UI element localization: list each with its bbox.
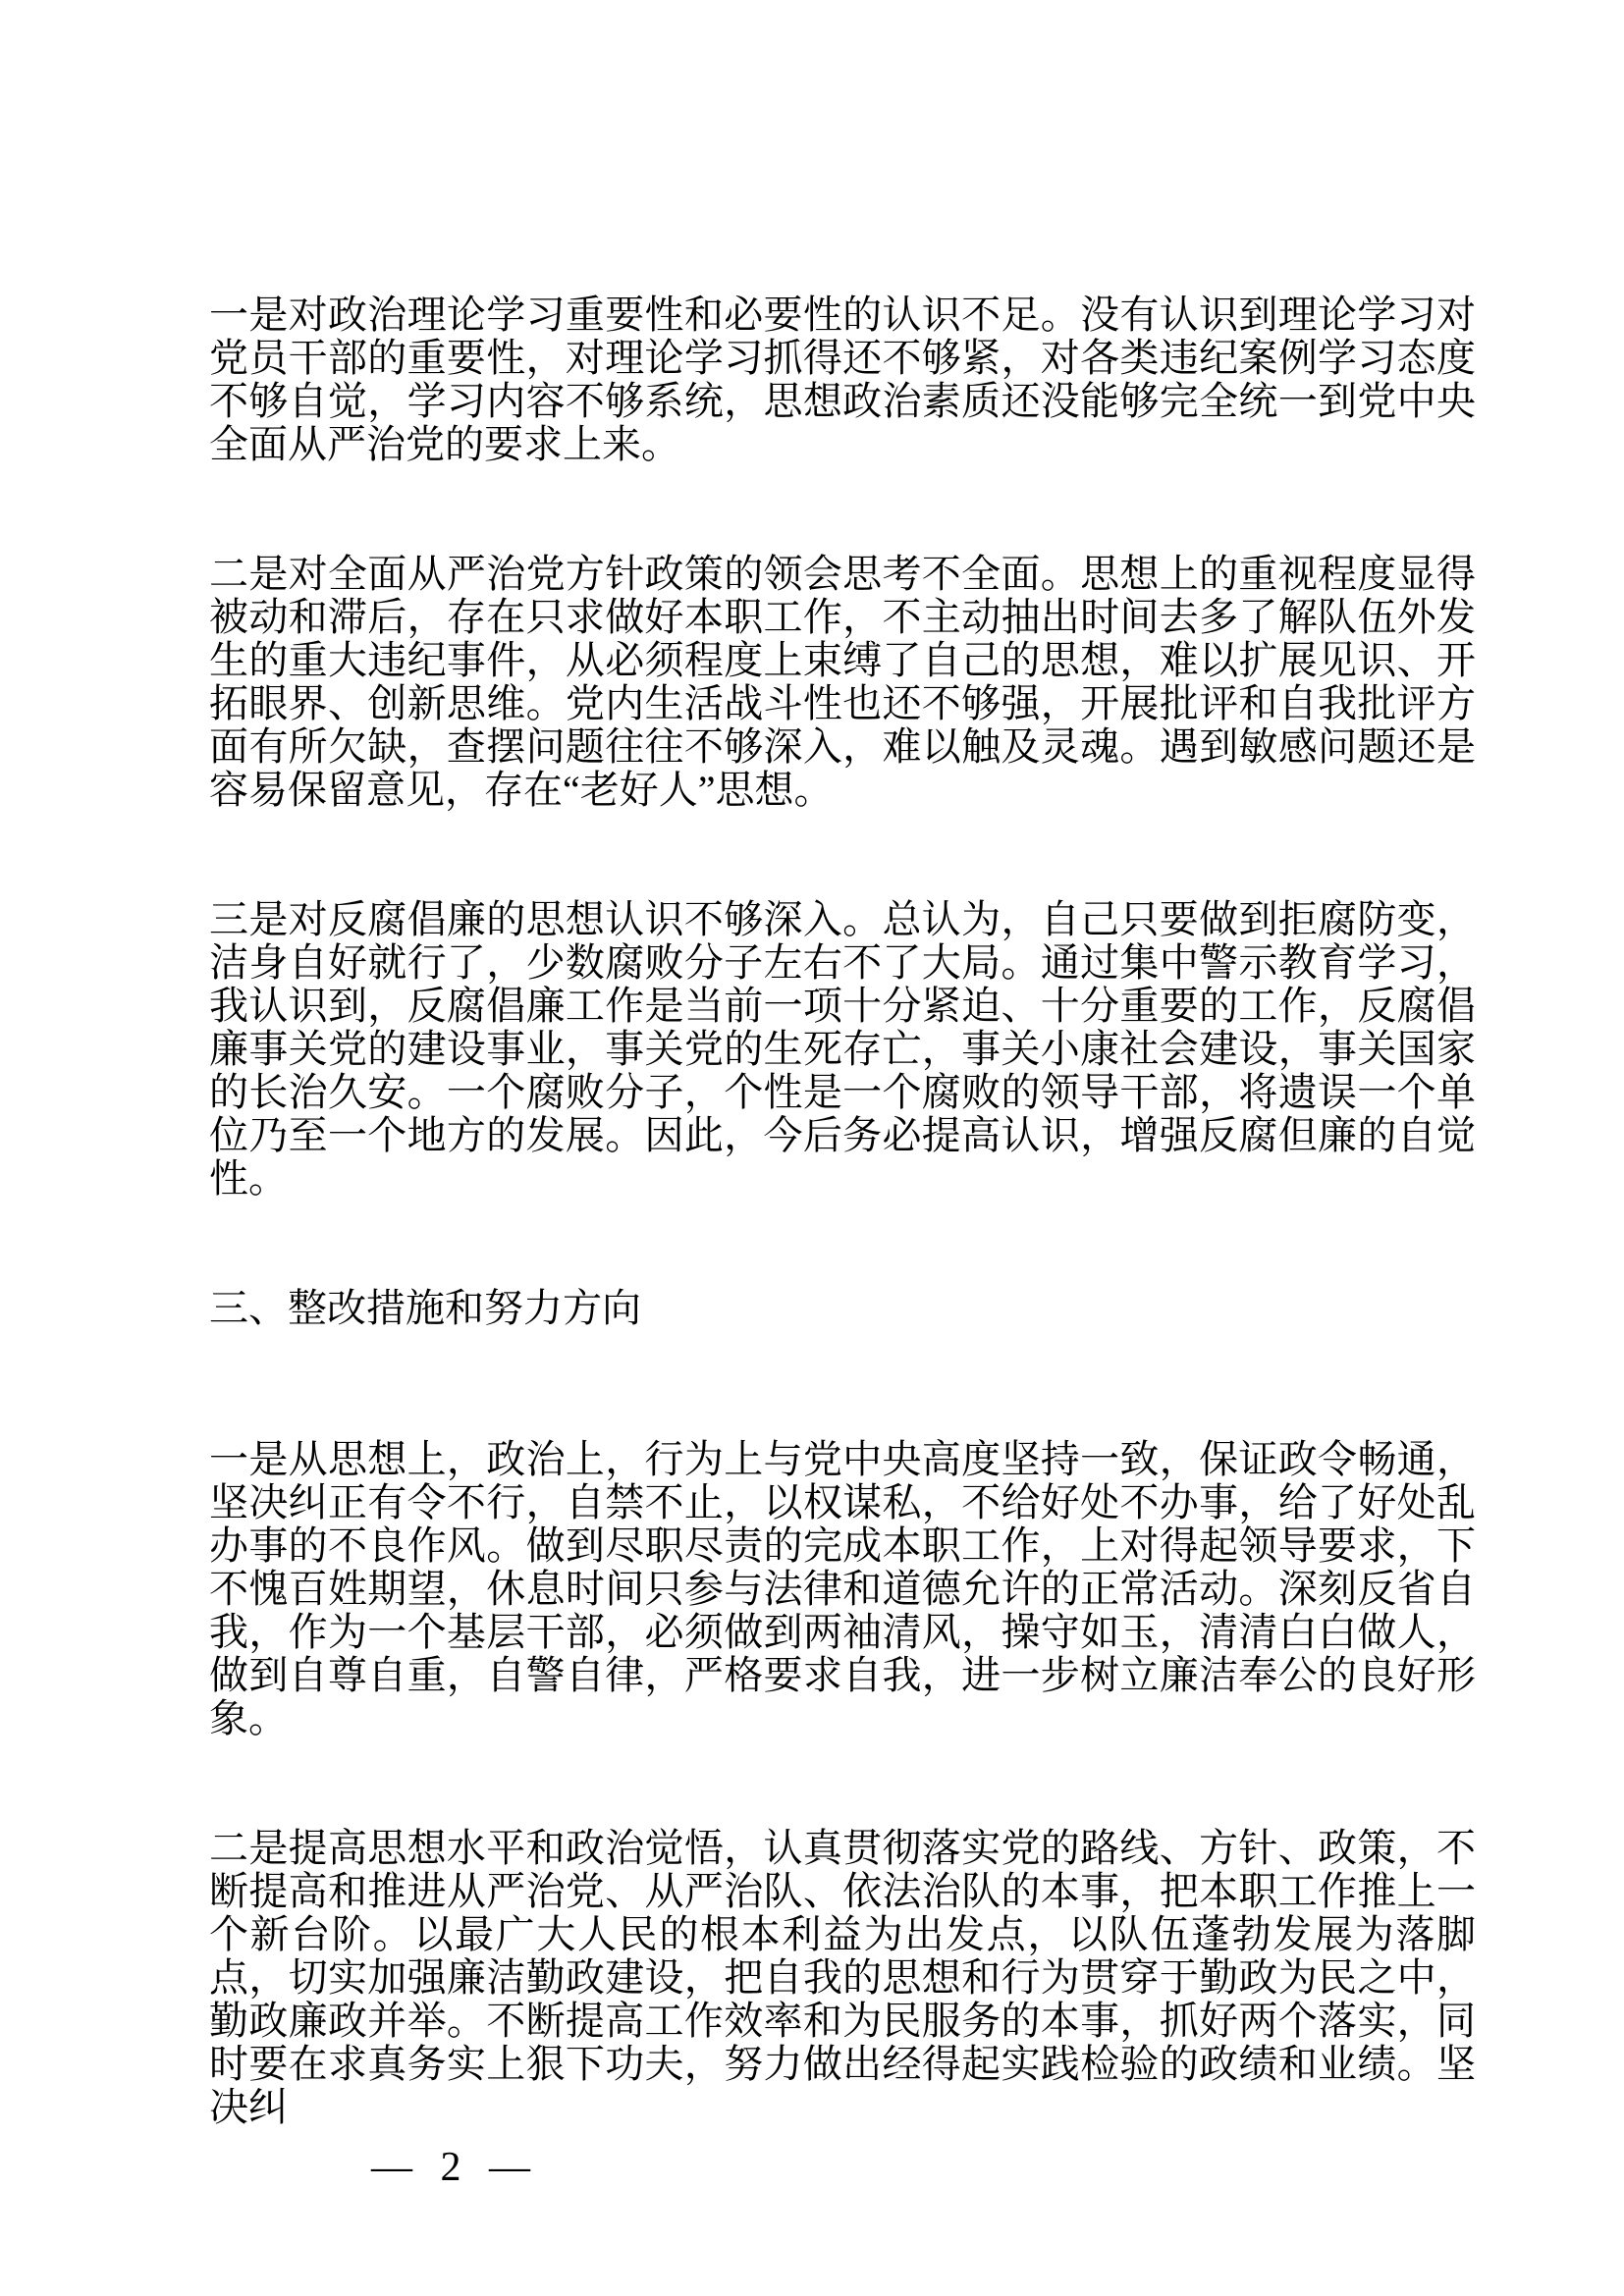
paragraph-anti-corruption: 三是对反腐倡廉的思想认识不够深入。总认为，自己只要做到拒腐防变，洁身自好就行了，少数腐败分子左右不了大局。通过集中警示教育学习，我认识到，反腐倡廉工作是当前一项十分紧迫、十分重要的工作，反腐倡廉事关党的建设事业，事关党的生死存亡，事关小康社会建设，事关国家的长治久安。一个腐败分子，个性是一个腐败的领导干部，将遗误一个单位乃至一个地方的发展。因此，今后务必提高认识，增强反腐但廉的自觉性。: [209, 897, 1476, 1201]
paragraph-ideology-alignment: 一是从思想上，政治上，行为上与党中央高度坚持一致，保证政令畅通，坚决纠正有令不行，自禁不止，以权谋私，不给好处不办事，给了好处乱办事的不良作风。做到尽职尽责的完成本职工作，上对得起领导要求，下不愧百姓期望，休息时间只参与法律和道德允许的正常活动。深刻反省自我，作为一个基层干部，必须做到两袖清风，操守如玉，清清白白做人，做到自尊自重，自警自律，严格要求自我，进一步树立廉洁奉公的良好形象。: [209, 1437, 1476, 1740]
document-body: [209, 294, 1476, 2216]
page-footer: [267, 2097, 532, 2238]
section-heading: 三、整改措施和努力方向: [209, 1286, 641, 1330]
paragraph-theory-study: 一是对政治理论学习重要性和必要性的认识不足。没有认识到理论学习对党员干部的重要性，对理论学习抓得还不够紧，对各类违纪案例学习态度不够自觉，学习内容不够系统，思想政治素质还没能够完全统一到党中央全面从严治党的要求上来。: [209, 293, 1476, 466]
page-number: — 2 —: [371, 2145, 532, 2190]
paragraph-party-policy: 二是对全面从严治党方针政策的领会思考不全面。思想上的重视程度显得被动和滞后，存在只求做好本职工作，不主动抽出时间去多了解队伍外发生的重大违纪事件，从必须程度上束缚了自己的思想，难以扩展见识、开拓眼界、创新思维。党内生活战斗性也还不够强，开展批评和自我批评方面有所欠缺，查摆问题往往不够深入，难以触及灵魂。遇到敏感问题还是容易保留意见，存在“老好人”思想。: [209, 552, 1476, 812]
paragraph-raise-awareness: 二是提高思想水平和政治觉悟，认真贯彻落实党的路线、方针、政策，不断提高和推进从严治党、从严治队、依法治队的本事，把本职工作推上一个新台阶。以最广大人民的根本利益为出发点，以队伍蓬勃发展为落脚点，切实加强廉洁勤政建设，把自我的思想和行为贯穿于勤政为民之中，勤政廉政并举。不断提高工作效率和为民服务的本事，抓好两个落实，同时要在求真务实上狠下功夫，努力做出经得起实践检验的政绩和业绩。坚决纠: [209, 1826, 1476, 2129]
